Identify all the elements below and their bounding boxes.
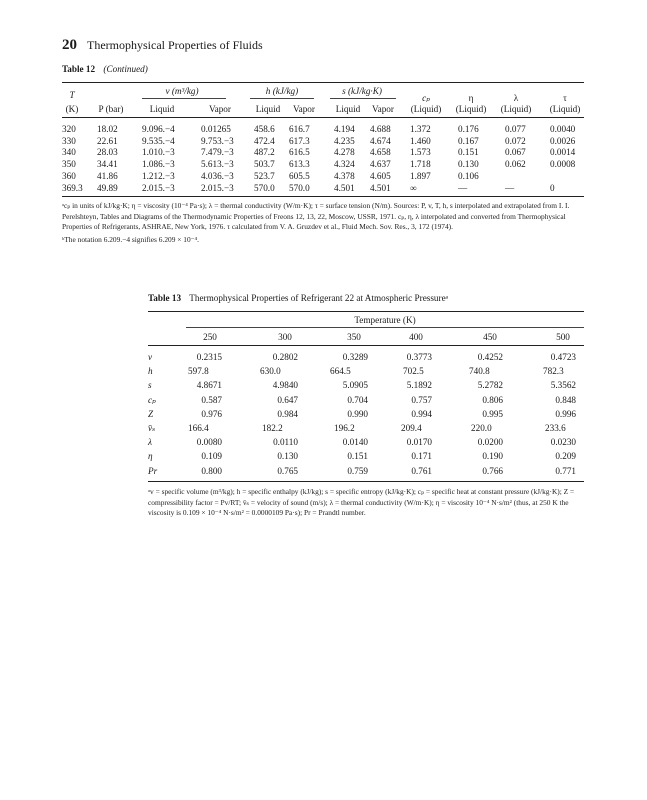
table12-header-cell: Liquid [255,104,281,114]
table12-cell: 617.3 [289,135,310,146]
table12-cell: 613.3 [289,159,310,170]
table12-cell: 0.01265 [201,124,231,134]
table12-cell: — [458,182,468,193]
table13-cell: 4.8671 [196,380,222,391]
table12-cell: 41.86 [97,170,118,181]
table12-cell: 0.0040 [550,124,576,134]
table13-cell: 0.759 [347,465,368,476]
table13-cell: 0.3773 [406,352,432,362]
table13-header-rule [148,345,584,346]
table13-cell: 4.9840 [272,380,298,391]
table13-bottom-rule [148,481,584,482]
table13-cell: 166.4 [188,423,209,433]
table13-notes [148,487,584,521]
table12-cell: 9.535.−4 [142,135,175,146]
table13-label: Table 13 [148,293,182,303]
table13-temp-header: 300 [278,332,292,342]
table12-cell: 4.194 [334,124,355,134]
table13-cell: 0.2315 [196,352,222,362]
table12-header-cell: Vapor [372,104,394,114]
table12-header-cell: (K) [65,104,79,114]
table12-cell: 4.324 [334,159,355,170]
table12-cell: 9.753.−3 [201,135,234,146]
table13-cell: 0.109 [201,451,222,462]
table13-cell: 597.8 [188,366,209,377]
table12-cell: 458.6 [254,124,275,134]
table12-cell: 616.7 [289,124,310,134]
table13-cell: 5.2782 [477,380,503,391]
table13-cell: 0.0080 [196,437,222,448]
table12-cell: 34.41 [97,159,118,170]
table12-cell: 0.067 [505,147,526,158]
table12-cell: 4.605 [370,170,391,181]
table12-cell: 472.4 [254,135,275,146]
table12-cell: 5.613.−3 [201,159,234,170]
table13-temp-header: 350 [347,332,361,342]
table12-cell: 523.7 [254,170,275,181]
table13-note-a: ᵃv = specific volume (m³/kg); h = specific enthalpy (kJ/kg); s = specific entropy (kJ/kg·K); cₚ = specific heat at constant pressure (kJ/kg·K); Z = compressibility factor = Pv/RT; v̄ₛ = velocity of sound (m/s); λ = thermal conductivity (W/m·K); η = viscosity 10⁻⁴ N·s/m² (thus, at 250 K the viscosity is 0.109 × 10⁻⁴ N·s/m² = 0.0000109 Pa·s); Pr = Prandtl number. [148,487,575,518]
table13-cell: 0.0200 [477,437,503,448]
table12-cell: 4.278 [334,147,355,158]
table12-cell: 4.637 [370,159,391,170]
table13-cell: 0.771 [555,465,576,476]
table13-row-symbol: v̄ₛ [148,423,156,433]
table13-cell: 0.0110 [273,437,298,448]
table12-cell: 1.460 [410,135,431,146]
page-number: 20 [62,37,77,53]
table12-cell: 0 [550,182,555,193]
table13-temp-header: 250 [203,332,217,342]
table12-group-s: s (kJ/kg·K) [342,86,382,96]
table13-cell: 0.0170 [406,437,432,448]
table12-cell: 570.0 [254,182,275,193]
table13-cell: 0.806 [482,394,503,405]
table12-group-v: v (m³/kg) [165,86,199,96]
table12-group-v-rule [142,98,226,99]
table13-row-symbol: h [148,366,153,377]
table12-top-rule [62,82,584,83]
table13-cell: 0.761 [411,465,432,476]
table12-cell: 0.106 [458,170,479,181]
table12-cell: 49.89 [97,182,118,193]
table13-caption-text: Thermophysical Properties of Refrigerant 22 at Atmospheric Pressureᵃ [189,293,449,303]
table12-cell: 487.2 [254,147,275,158]
table12-caption [62,64,148,74]
table12-cell: — [505,182,515,193]
table13-row-symbol: cₚ [148,394,156,405]
table12-cell: 22.61 [97,135,118,146]
table12-cell: 18.02 [97,124,118,134]
table12-bottom-rule [62,196,584,197]
table12-group-h-rule [250,98,314,99]
table12-head-eta: η [468,93,474,103]
page-header [62,36,263,54]
table13-temp-header: 450 [483,332,497,342]
table12-header-cell: P (bar) [98,104,124,114]
table12-cell: 1.212.−3 [142,170,175,181]
table13-cell: 0.766 [482,465,503,476]
table13-row-symbol: s [148,380,152,391]
table13-cell: 0.647 [277,394,298,405]
table12-label: Table 12 [62,64,96,74]
table12-cell: 350 [62,159,76,170]
table12-cell: 0.072 [505,135,526,146]
table13-cell: 233.6 [545,423,566,433]
table12-cell: 1.718 [410,159,431,170]
table12-head-T: T [69,90,75,100]
table13-cell: 0.996 [555,408,576,419]
table12-group-h: h (kJ/kg) [265,86,299,96]
table13-row-symbol: λ [148,437,152,448]
table12-cell: 0.077 [505,124,526,134]
table12-cell: 0.0008 [550,159,576,170]
table13-temp-header: 400 [409,332,423,342]
table12-notes [62,201,584,247]
table12-cell: 0.176 [458,124,479,134]
table12-cell: 0.0014 [550,147,576,158]
table13-temp-header: 500 [556,332,570,342]
table12-cell: 503.7 [254,159,275,170]
table12-cell: 0.151 [458,147,479,158]
table12-header-cell: Vapor [209,104,231,114]
table13-caption [148,293,448,303]
table13-cell: 0.2802 [272,352,298,362]
table13-cell: 0.4723 [550,352,576,362]
table12-cell: 0.167 [458,135,479,146]
table13-cell: 182.2 [262,423,283,433]
table12-note-a: ᵃcₚ in units of kJ/kg·K; η = viscosity (10⁻⁴ Pa·s); λ = thermal conductivity (W/m·K); τ = surface tension (N/m). Sources: P, v, T, h, s interpolated and extrapolated from I. I. Perelshteyn, Tables and Diagrams of the Thermodynamic Properties of Freons 12, 13, 22, Moscow, USSR, 1971. cₚ, η, λ interpolated and converted from Thermophysical Properties of Refrigerants, ASHRAE, New York, 1976. τ calculated from V. A. Gruzdev et al., Fluid Mech. Sov. Res., 3, 172 (1974). [62,201,570,232]
table13-cell: 0.704 [347,394,368,405]
table13-cell: 0.800 [201,465,222,476]
table13-cell: 0.0230 [550,437,576,448]
table13-cell: 0.130 [277,451,298,462]
table12-cell: 4.688 [370,124,391,134]
table13-cell: 664.5 [330,366,351,377]
table12-cell: 4.501 [370,182,391,193]
table12-header-cell: (Liquid) [455,104,487,114]
table13-cell: 740.8 [469,366,490,377]
table13-cell: 0.994 [411,408,432,419]
table13-cell: 0.190 [482,451,503,462]
table12-cell: 369.3 [62,182,83,193]
table12-head-tau: τ [563,93,567,103]
table12-cell: 1.897 [410,170,431,181]
table12-cell: 4.378 [334,170,355,181]
table12-cell: 4.658 [370,147,391,158]
table13-row-symbol: η [148,451,153,462]
table12-cell: 4.235 [334,135,355,146]
table13-cell: 702.5 [403,366,424,377]
table12-cell: 330 [62,135,76,146]
table13-cell: 0.765 [277,465,298,476]
table12-cell: 7.479.−3 [201,147,234,158]
table13-cell: 0.984 [277,408,298,419]
table12-cell: 340 [62,147,76,158]
table12-cell: 1.086.−3 [142,159,175,170]
table13-cell: 5.0905 [342,380,368,391]
table12-cell: 0.0026 [550,135,576,146]
table13-cell: 0.976 [201,408,222,419]
table13-cell: 0.4252 [477,352,503,362]
table13-group-rule [186,327,584,328]
table13-cell: 0.3289 [342,352,368,362]
table12-head-cp: cₚ [422,93,430,103]
table12-header-cell: Liquid [335,104,361,114]
table13-cell: 0.757 [411,394,432,405]
table12-header-cell: (Liquid) [500,104,532,114]
table12-header-rule [62,117,584,118]
table12-cell: 2.015.−3 [201,182,234,193]
table12-cell: ∞ [410,182,417,193]
table13-cell: 209.4 [401,423,422,433]
table12-cell: 360 [62,170,76,181]
table13-cell: 0.995 [482,408,503,419]
table13-cell: 0.587 [201,394,222,405]
table12-caption-text: (Continued) [103,64,148,74]
table13-row-symbol: v [148,352,153,362]
table12-cell: 4.501 [334,182,355,193]
table12-cell: 4.674 [370,135,391,146]
table13-cell: 0.848 [555,394,576,405]
table12-cell: 605.5 [289,170,310,181]
table13-cell: 0.171 [411,451,432,462]
table12-cell: 1.573 [410,147,431,158]
table12-header-cell: Vapor [293,104,315,114]
table13-row-symbol: Z [148,408,154,419]
table12-cell: 2.015.−3 [142,182,175,193]
table13-cell: 0.209 [555,451,576,462]
running-title: Thermophysical Properties of Fluids [87,38,263,52]
table13-cell: 630.0 [260,366,281,377]
table12-note-b: ᵇThe notation 6.209.−4 signifies 6.209 × 10⁻⁴. [62,234,199,244]
table13-cell: 5.3562 [550,380,576,391]
table13-top-rule [148,311,584,312]
table13-cell: 782.3 [543,366,564,377]
table12-cell: 4.036.−3 [201,170,234,181]
table12-cell: 320 [62,124,76,134]
table12-cell: 1.372 [410,124,431,134]
table13-cell: 220.0 [471,423,492,433]
table13-row-symbol: Pr [148,465,158,476]
table13-group-header: Temperature (K) [354,315,416,325]
table12-cell: 570.0 [289,182,310,193]
table12-cell: 9.096.−4 [142,124,175,134]
table12-cell: 0.062 [505,159,526,170]
table13-cell: 0.990 [347,408,368,419]
table12-header-cell: (Liquid) [549,104,581,114]
table12-cell: 616.5 [289,147,310,158]
table12-cell: 0.130 [458,159,479,170]
table13-cell: 0.151 [347,451,368,462]
table12-header-cell: Liquid [149,104,175,114]
table13-cell: 0.0140 [342,437,368,448]
table12-cell: 28.03 [97,147,118,158]
table12-header-cell: (Liquid) [410,104,442,114]
table12-head-lambda: λ [513,93,519,103]
table13-cell: 196.2 [334,423,355,433]
table12-group-s-rule [330,98,396,99]
table13-cell: 5.1892 [406,380,432,391]
table12-cell: 1.010.−3 [142,147,175,158]
